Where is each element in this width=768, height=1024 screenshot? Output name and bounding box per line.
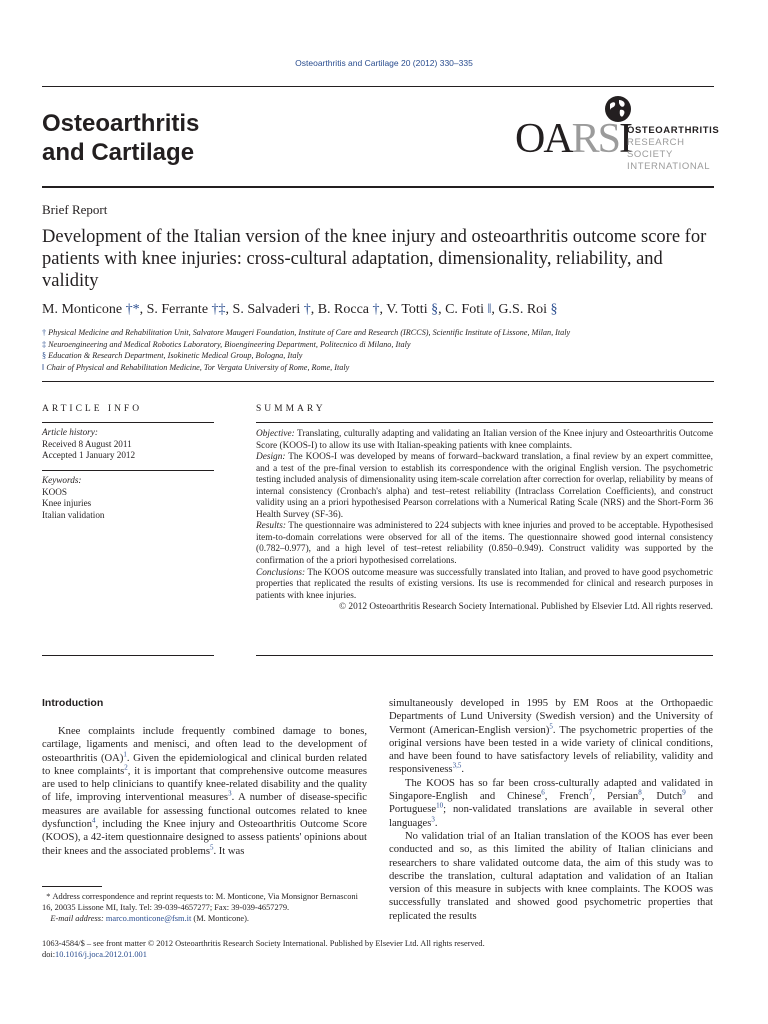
citation-ref[interactable]: 2 <box>124 763 128 772</box>
author-affiliation-mark[interactable]: § <box>550 302 558 317</box>
author-affiliation-mark[interactable]: †* <box>125 302 140 317</box>
author-name[interactable]: M. Monticone <box>42 302 123 317</box>
footnote-address <box>42 891 367 913</box>
affiliation-mark: ‖ <box>42 362 45 372</box>
footnote-mark: * <box>46 892 51 901</box>
design-text: The KOOS-I was developed by means of forward–backward translation, a final review by an expert committee, and a test of the pre-final version to establish its correspondence with the original English version. The psychometric testing included analysis of dimensionality using item-scale correlation after correction for overlap, reliability by means of internal consistency (Cronbach's alpha) and test–retest reliability (Intraclass Correlation Coefficients), and construct validity using an a priori hypothesised Pearson correlations with a Numerical Rating Scale (NRS) and the Short-Form 36 Health Survey (SF-36). <box>256 452 714 520</box>
article-type: Brief Report <box>42 202 108 217</box>
logo-letters-oa: OA <box>515 116 572 162</box>
footnote-email-line <box>42 913 367 924</box>
page-footer <box>42 938 485 960</box>
affiliation-item <box>42 350 570 362</box>
journal-citation[interactable]: Osteoarthritis and Cartilage 20 (2012) 330–335 <box>295 58 473 68</box>
logo-line3: INTERNATIONAL <box>627 161 711 172</box>
section-rule <box>42 381 714 382</box>
citation-ref[interactable]: 5 <box>549 722 553 731</box>
keyword-item: Knee injuries <box>42 498 92 508</box>
body-text: , it is important that comprehensive outcome measures are used to help clinicians to quantify knee-related disability and the quality of life, improving interventional measures <box>42 765 367 804</box>
conclusions-label: Conclusions: <box>256 567 306 578</box>
author-name[interactable]: V. Totti <box>386 302 428 317</box>
summary-rule-top <box>256 422 713 423</box>
affiliation-text: Education & Research Department, Isokinetic Medical Group, Bologna, Italy <box>48 351 303 360</box>
results-text: The questionnaire was administered to 224 subjects with knee injuries and proved to be acceptable. Hypothesised item-to-domain correlations were observed for all of the items. The questionnaire showed good internal consistency (0.782–0.977), and a high level of test–retest reliability (0.850–0.949). Construct validity was supported by the confirmation of the a priori hypothesised correlations. <box>256 521 714 567</box>
conclusions-text: The KOOS outcome measure was successfully translated into Italian, and proved to have good psychometric properties that replicated the results of existing versions. Its use is recommended for clinical and research purposes in patients with knee injuries. <box>256 567 714 601</box>
copyright-notice: © 2012 Osteoarthritis Research Society International. Published by Elsevier Ltd. All rights reserved. <box>339 602 713 613</box>
article-info-heading: ARTICLE INFO <box>42 404 143 414</box>
body-column-left <box>42 725 367 858</box>
author-affiliation-mark[interactable]: § <box>431 302 439 317</box>
body-paragraph <box>42 725 367 858</box>
body-text: ; non-validated translations are available in several other languages <box>389 804 713 829</box>
history-label: Article history: <box>42 427 98 437</box>
summary-text <box>256 429 713 614</box>
summary-objective <box>256 429 713 452</box>
article-title: Development of the Italian version of the knee injury and osteoarthritis outcome score for patients with knee injuries: cross-cultural adaptation, dimensionality, reliability, and validity <box>42 227 707 291</box>
citation-ref[interactable]: 8 <box>638 788 642 797</box>
logo-line2: RESEARCH SOCIETY <box>627 137 685 160</box>
body-text: The KOOS has so far been cross-culturally adapted and validated in Singapore-English and Chinese <box>389 777 713 803</box>
email-suffix: (M. Monticone). <box>193 914 249 923</box>
affiliation-list <box>42 327 570 373</box>
affiliation-mark: § <box>42 351 47 360</box>
citation-ref[interactable]: 5 <box>209 843 214 852</box>
author-affiliation-mark[interactable]: †‡ <box>211 302 226 317</box>
correspondence-footnote <box>42 891 367 924</box>
journal-title-line2: and Cartilage <box>42 139 195 166</box>
citation-ref[interactable]: 7 <box>588 788 593 797</box>
author-affiliation-mark[interactable]: † <box>372 302 380 317</box>
logo-letters-rs: RS <box>571 116 620 162</box>
citation-ref[interactable]: 3 <box>431 815 435 824</box>
article-info-rule-mid <box>42 470 214 471</box>
logo-society-name <box>627 125 719 173</box>
body-text: . <box>434 817 438 829</box>
doi-label: doi: <box>42 950 56 959</box>
oarsi-logo <box>515 94 720 174</box>
citation-ref[interactable]: 3,5 <box>452 761 462 770</box>
author-list: M. Monticone †*, S. Ferrante †‡, S. Salvaderi †, B. Rocca †, V. Totti §, C. Foti ‖, G.S. Roi § <box>42 302 558 317</box>
body-paragraph <box>389 697 713 777</box>
affiliation-text: Chair of Physical and Rehabilitation Medicine, Tor Vergata University of Rome, Rome, Italy <box>46 362 350 372</box>
keyword-item: KOOS <box>42 486 68 497</box>
objective-label: Objective: <box>256 429 295 439</box>
body-text: simultaneously developed in 1995 by EM Roos at the Orthopaedic Departments of Lund University (Swedish version) and the University of Vermont (American-English version) <box>389 698 713 736</box>
summary-rule-bottom <box>256 655 713 656</box>
logo-letters-i: I <box>619 116 632 162</box>
accepted-date: Accepted 1 January 2012 <box>42 450 136 460</box>
body-paragraph <box>389 777 713 830</box>
keywords-label: Keywords: <box>42 475 82 485</box>
header-rule-bottom <box>42 186 714 188</box>
header-rule-top <box>42 86 714 87</box>
results-label: Results: <box>256 521 286 532</box>
objective-text: Translating, culturally adapting and validating an Italian version of the Knee injury and Osteoarthritis Outcome Score (KOOS-I) to allow its use with Italian-speaking patients with knee complaints. <box>256 429 713 451</box>
citation-ref[interactable]: 6 <box>541 788 545 797</box>
article-info-rule-top <box>42 422 214 423</box>
body-text: , Persian <box>592 791 639 803</box>
design-label: Design: <box>256 452 286 463</box>
doi-line <box>42 949 485 960</box>
citation-ref[interactable]: 1 <box>123 750 127 759</box>
author-name[interactable]: S. Ferrante <box>146 302 209 317</box>
body-text: Knee complaints include frequently combined damage to bones, cartilage, ligaments and menisci, and often lead to the development of osteoarthritis (OA) <box>42 726 367 764</box>
body-text: . The psychometric properties of the original versions have been tested in a wide variety of clinical conditions, and have been found to have satisfactory levels of reliability, validity and responsiveness <box>389 724 713 776</box>
body-text: , French <box>544 791 589 803</box>
article-info-rule-bottom <box>42 655 214 656</box>
footnote-text: Address correspondence and reprint requests to: M. Monticone, Via Monsignor Bernasconi 16, 20035 Lissone MI, Italy. Tel: 39-039-4657277; Fax: 39-039-4657279. <box>42 892 358 912</box>
author-name[interactable]: C. Foti <box>445 302 484 317</box>
body-text: . A number of disease-specific measures are available for assessing functional outcomes related to knee dysfunction <box>42 792 368 831</box>
article-history <box>42 427 214 462</box>
body-text: , Dutch <box>641 791 683 803</box>
body-column-right <box>389 697 713 923</box>
summary-results <box>256 521 713 567</box>
keyword-item: Italian validation <box>42 509 105 520</box>
body-text: . <box>461 764 464 776</box>
section-heading-introduction: Introduction <box>42 697 104 709</box>
email-link[interactable]: marco.monticone@fsm.it <box>105 914 192 923</box>
footnote-rule <box>42 886 102 887</box>
affiliation-item <box>42 362 570 374</box>
affiliation-item <box>42 327 570 339</box>
doi-link[interactable]: 10.1016/j.joca.2012.01.001 <box>55 950 147 959</box>
body-text: . It was <box>213 845 245 857</box>
body-text: . Given the epidemiological and clinical burden related to knee complaints <box>42 752 367 777</box>
affiliation-text: Physical Medicine and Rehabilitation Unit, Salvatore Maugeri Foundation, Institute of Care and Research (IRCCS), Scientific Institute of Lissone, Milan, Italy <box>48 328 571 337</box>
affiliation-mark: ‡ <box>42 339 47 349</box>
body-text: and Portuguese <box>389 791 714 816</box>
affiliation-item <box>42 339 570 351</box>
summary-design <box>256 452 713 521</box>
body-paragraph: No validation trial of an Italian translation of the KOOS has ever been conducted and so, as this limited the ability of Italian clinicians and researchers to share validated outcome data, the aim of this study was to describe the translation, cultural adaptation and validation of an Italian version of this measure in subjects with knee complaints. The KOOS was successfully translated and showed good psychometric properties that replicated the results <box>389 830 713 922</box>
citation-ref[interactable]: 3 <box>228 789 232 798</box>
affiliation-text: Neuroengineering and Medical Robotics Laboratory, Bioengineering Department, Politecnico di Milano, Italy <box>48 339 411 349</box>
affiliation-mark: † <box>42 328 47 337</box>
citation-ref[interactable]: 4 <box>92 816 96 825</box>
citation-ref[interactable]: 10 <box>436 801 444 810</box>
email-label: E-mail address: <box>50 914 104 923</box>
author-affiliation-mark[interactable]: † <box>303 302 311 317</box>
logo-line1: OSTEOARTHRITIS <box>627 125 720 136</box>
summary-heading: SUMMARY <box>256 404 326 414</box>
logo-letters <box>515 118 631 160</box>
journal-title-line1: Osteoarthritis <box>42 110 200 137</box>
keywords-block <box>42 475 214 521</box>
citation-ref[interactable]: 9 <box>682 788 686 797</box>
issn-line: 1063-4584/$ – see front matter © 2012 Osteoarthritis Research Society International. Published by Elsevier Ltd. All rights reserved. <box>42 939 485 948</box>
summary-conclusions <box>256 568 713 603</box>
author-name[interactable]: B. Rocca <box>317 302 370 317</box>
received-date: Received 8 August 2011 <box>42 438 132 449</box>
author-affiliation-mark[interactable]: ‖ <box>487 302 492 317</box>
body-text: , including the Knee injury and Osteoarthritis Outcome Score (KOOS), a 42-item questionnaire designed to assess patients' opinions about their knees and the associated problems <box>42 819 367 857</box>
author-name[interactable]: S. Salvaderi <box>232 302 301 317</box>
author-name[interactable]: G.S. Roi <box>498 302 548 317</box>
journal-title <box>42 109 199 167</box>
